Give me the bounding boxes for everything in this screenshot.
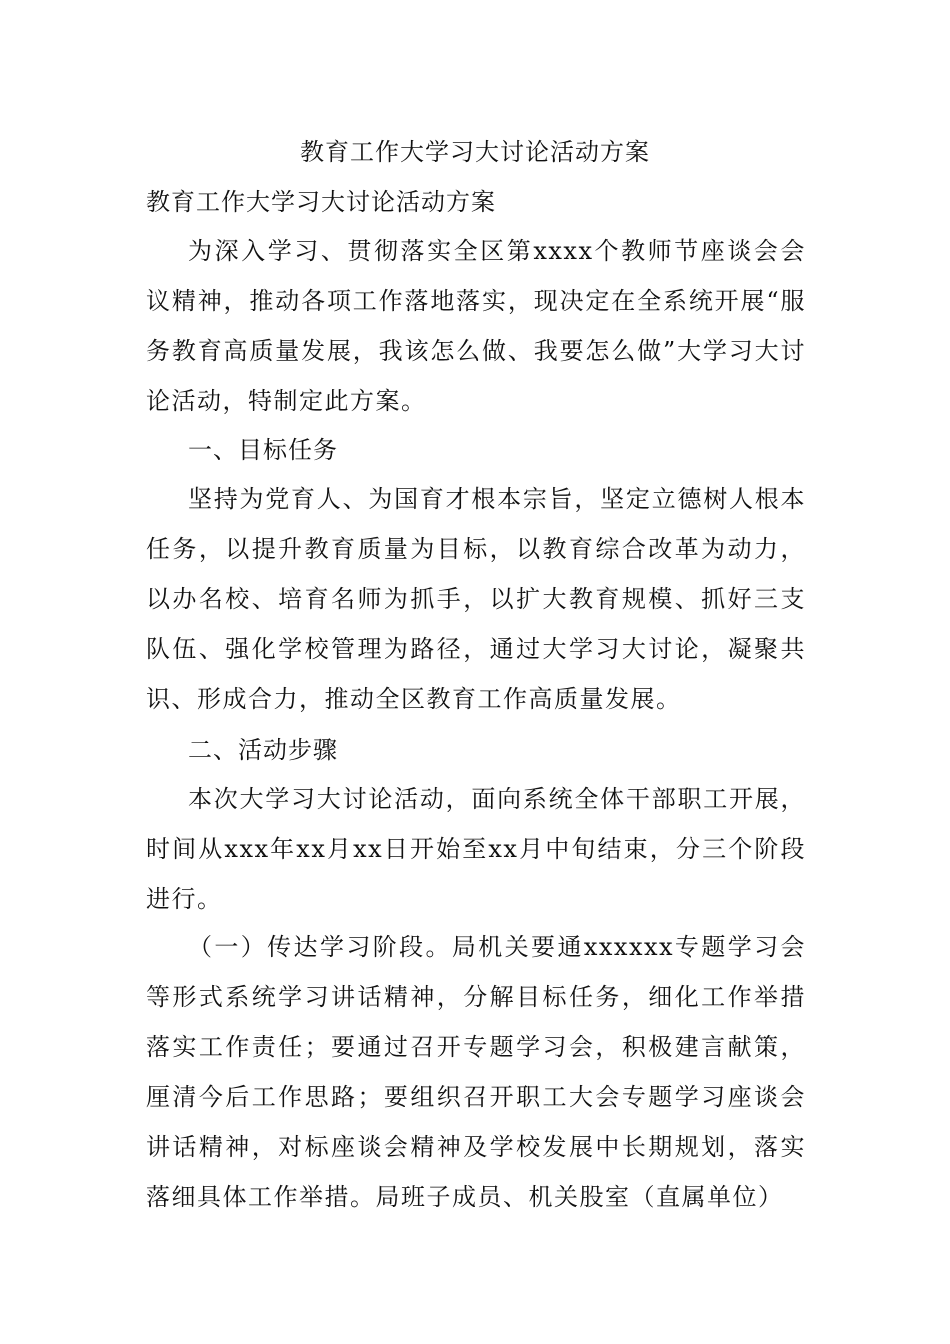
- goals-paragraph: 坚持为党育人、为国育才根本宗旨，坚定立德树人根本任务，以提升教育质量为目标，以教育综合改革为动力，以办名校、培育名师为抓手，以扩大教育规模、抓好三支队伍、强化学校管理为路径，通过大学习大讨论，凝聚共识、形成合力，推动全区教育工作高质量发展。: [146, 485, 806, 713]
- section-heading-steps: 二、活动步骤: [188, 736, 338, 764]
- section-heading-goals: 一、目标任务: [188, 436, 338, 464]
- intro-paragraph: 为深入学习、贯彻落实全区第xxxx个教师节座谈会会议精神，推动各项工作落地落实，现决定在全系统开展“服务教育高质量发展，我该怎么做、我要怎么做”大学习大讨论活动，特制定此方案。: [146, 237, 806, 415]
- stage-one-paragraph: （一）传达学习阶段。局机关要通xxxxxx专题学习会等形式系统学习讲话精神，分解目标任务，细化工作举措落实工作责任；要通过召开专题学习会，积极建言献策，厘清今后工作思路；要组织召开职工大会专题学习座谈会讲话精神，对标座谈会精神及学校发展中长期规划，落实落细具体工作举措。局班子成员、机关股室（直属单位）: [146, 933, 806, 1211]
- steps-paragraph: 本次大学习大讨论活动，面向系统全体干部职工开展，时间从xxx年xx月xx日开始至xx月中旬结束，分三个阶段进行。: [146, 785, 806, 913]
- document-title: 教育工作大学习大讨论活动方案: [300, 138, 650, 166]
- document-subtitle: 教育工作大学习大讨论活动方案: [146, 188, 496, 216]
